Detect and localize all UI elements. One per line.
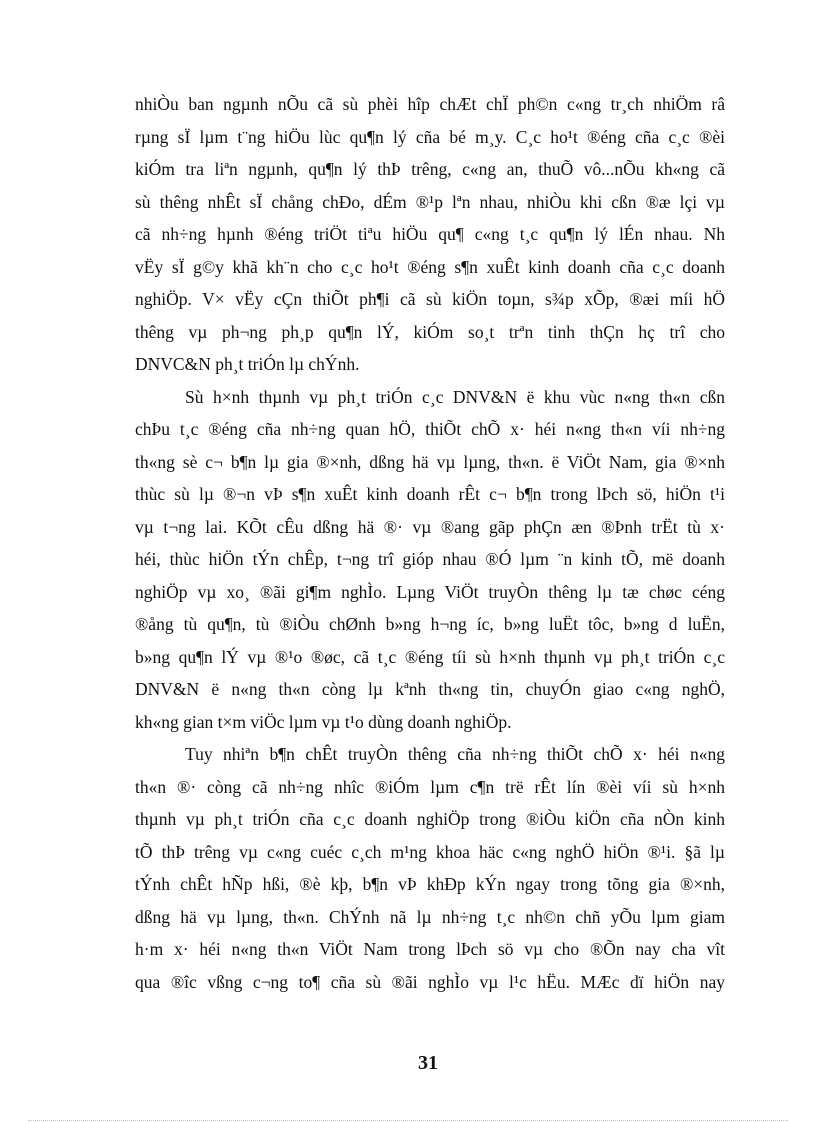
text-line: Tuy nhiªn b¶n chÊt truyÒn thêng cña nh÷ng thiÕt chÕ x· héi n«ng [185,744,725,764]
text-line: thùc sù lµ ®¬n vÞ s¶n xuÊt kinh doanh rÊt c¬ b¶n trong lÞch sö, hiÖn t¹i [135,484,725,504]
page-bottom-divider [28,1120,788,1121]
body-text [135,88,725,998]
text-line: DNVC&N ph¸t triÓn lµ chÝnh. [135,354,360,374]
text-line: rµng sÏ lµm t¨ng hiÖu lùc qu¶n lý cña bé m¸y. C¸c ho¹t ®éng cña c¸c ®èi [135,126,725,147]
text-line: thµnh vµ ph¸t triÓn cña c¸c doanh nghiÖp trong ®iÒu kiÖn cña nÒn kinh [135,809,725,829]
text-line: thêng vµ ph¬ng ph¸p qu¶n lÝ, kiÓm so¸t trªn tinh thÇn hç trî cho [135,321,725,342]
text-line: h·m x· héi n«ng th«n ViÖt Nam trong lÞch sö vµ cho ®Õn nay cha vît [135,939,725,959]
text-line: b»ng qu¶n lÝ vµ ®¹o ®øc, cã t¸c ®éng tíi sù h×nh thµnh vµ ph¸t triÓn c¸c [135,646,725,667]
text-line: qua ®îc vßng c¬ng to¶ cña sù ®ãi nghÌo vµ l¹c hËu. MÆc dï hiÖn nay [135,971,725,992]
text-line: sù thêng nhÊt sÏ chång chÐo, dÉm ®¹p lªn nhau, nhiÒu khi cßn ®æ lçi vµ [135,191,725,212]
text-line: th«n ®· còng cã nh÷ng nhîc ®iÓm lµm c¶n trë rÊt lín ®èi víi sù h×nh [135,776,725,797]
text-line: dßng hä vµ lµng, th«n. ChÝnh nã lµ nh÷ng t¸c nh©n chñ yÕu lµm giam [135,906,725,927]
text-line: tÝnh chÊt hÑp hßi, ®è kþ, b¶n vÞ khÐp kÝn ngay trong tõng gia ®×nh, [135,874,725,894]
text-line: Sù h×nh thµnh vµ ph¸t triÓn c¸c DNV&N ë khu vùc n«ng th«n cßn [185,386,725,407]
text-line: tÕ thÞ trêng vµ c«ng cuéc c¸ch m¹ng khoa häc c«ng nghÖ hiÖn ®¹i. §ã lµ [135,841,725,862]
text-line: héi, thùc hiÖn tÝn chÊp, t¬ng trî gióp nhau ®Ó lµm ¨n kinh tÕ, më doanh [135,549,725,569]
text-line: cã nh÷ng hµnh ®éng triÖt tiªu hiÖu qu¶ c«ng t¸c qu¶n lý lÉn nhau. Nh [135,224,725,244]
text-line: vµ t¬ng lai. KÕt cÊu dßng hä ®· vµ ®ang gãp phÇn æn ®Þnh trËt tù x· [135,516,725,537]
text-line: nhiÒu ban ngµnh nÕu cã sù phèi hîp chÆt chÏ ph©n c«ng tr¸ch nhiÖm râ [135,94,725,114]
text-line: vËy sÏ g©y khã kh¨n cho c¸c ho¹t ®éng s¶n xuÊt kinh doanh cña c¸c doanh [135,256,725,277]
text-line: nghiÖp. V× vËy cÇn thiÕt ph¶i cã sù kiÖn toµn, s¾p xÕp, ®æi míi hÖ [135,289,725,309]
text-line: ®ång tù qu¶n, tù ®iÒu chØnh b»ng h¬ng íc, b»ng luËt tôc, b»ng d luËn, [135,614,725,634]
text-line: nghiÖp vµ xo¸ ®ãi gi¶m nghÌo. Lµng ViÖt truyÒn thêng lµ tæ chøc céng [135,581,725,602]
text-line: th«ng sè c¬ b¶n lµ gia ®×nh, dßng hä vµ lµng, th«n. ë ViÖt Nam, gia ®×nh [135,451,725,472]
page-number: 31 [418,1052,438,1074]
text-line: DNV&N ë n«ng th«n còng lµ kªnh th«ng tin, chuyÓn giao c«ng nghÖ, [135,679,725,699]
text-line: kh«ng gian t×m viÖc lµm vµ t¹o dùng doanh nghiÖp. [135,711,512,732]
text-line: chÞu t¸c ®éng cña nh÷ng quan hÖ, thiÕt chÕ x· héi n«ng th«n víi nh÷ng [135,419,725,439]
text-line: kiÓm tra liªn ngµnh, qu¶n lý thÞ trêng, c«ng an, thuÕ vô...nÕu kh«ng cã [135,159,725,179]
